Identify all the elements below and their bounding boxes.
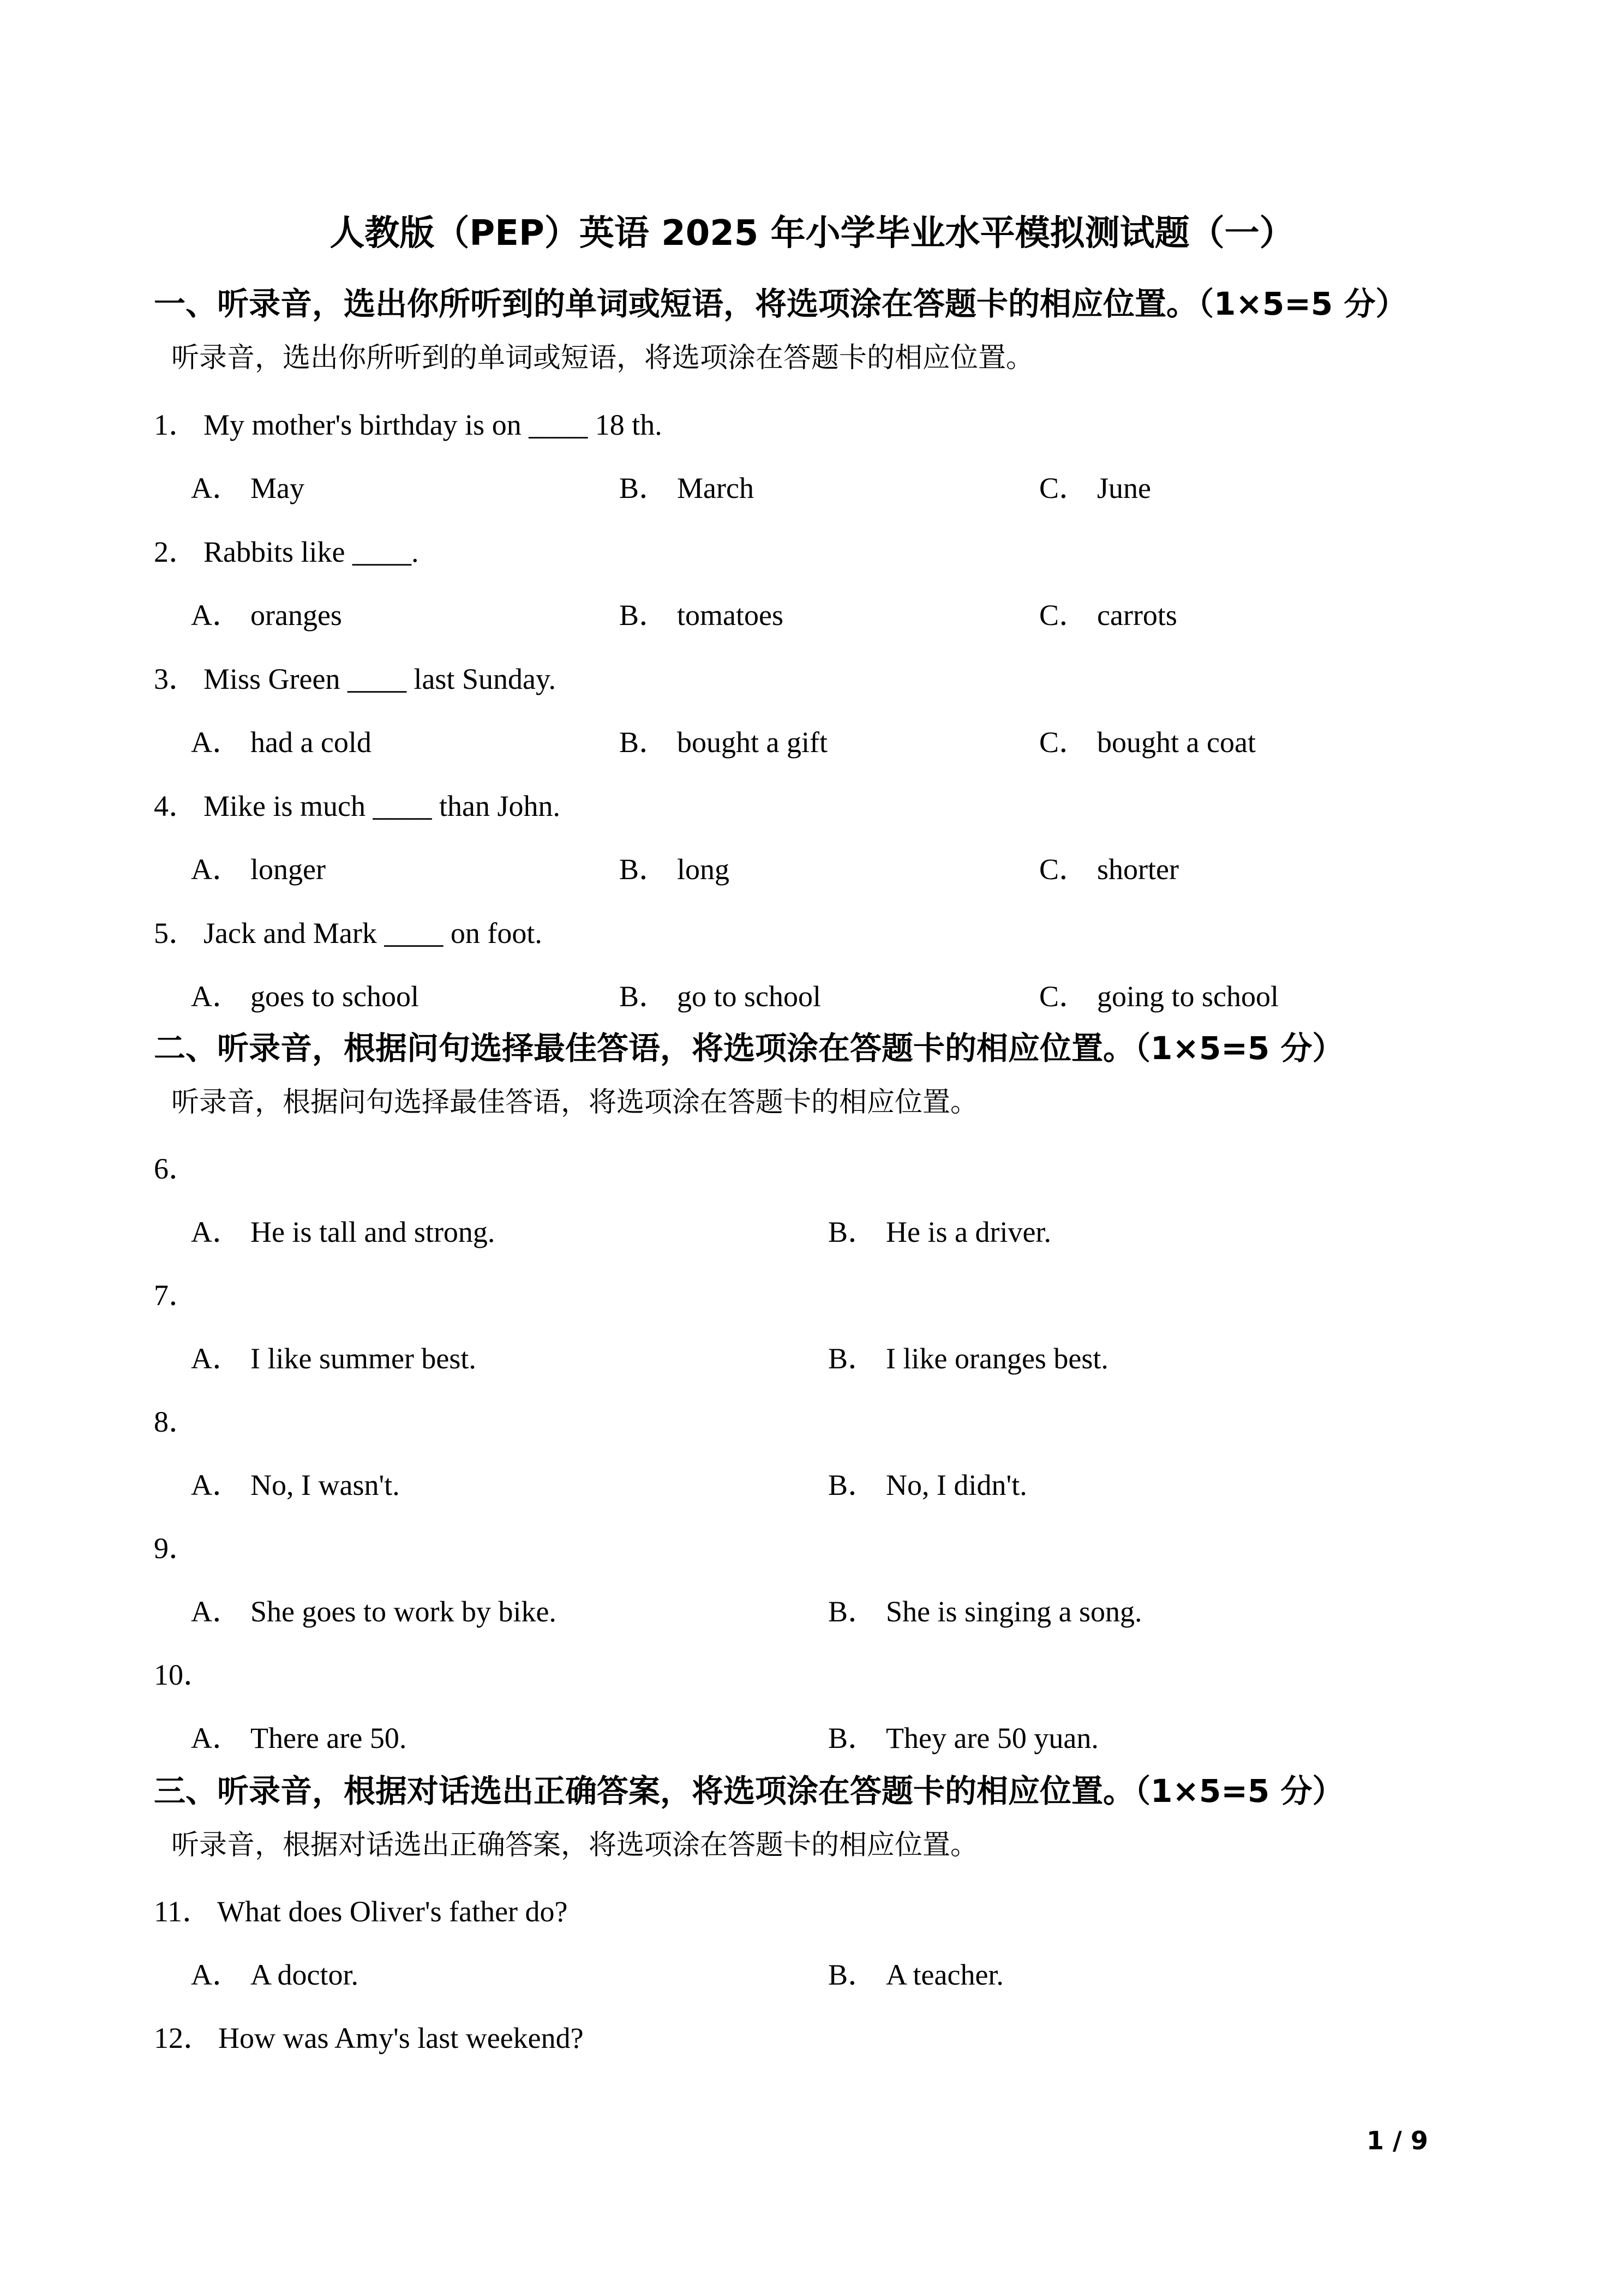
question-3-number: 3． xyxy=(154,663,198,695)
section-3-heading: 三、听录音，根据对话选出正确答案，将选项涂在答题卡的相应位置。（1×5=5 分） xyxy=(154,1772,1344,1810)
option-a-label: A． xyxy=(191,980,242,1013)
question-4 xyxy=(154,789,1518,823)
question-11-number: 11． xyxy=(154,1895,212,1928)
question-7-options xyxy=(0,1342,1624,1380)
question-4-option-a xyxy=(191,852,326,886)
option-b-text: tomatoes xyxy=(677,599,783,632)
option-b-text: They are 50 yuan. xyxy=(886,1722,1099,1754)
page-number-indicator: 1 / 9 xyxy=(1367,2126,1428,2155)
question-7-number: 7． xyxy=(154,1279,198,1312)
question-6-option-b xyxy=(828,1215,1051,1249)
question-3-options xyxy=(0,725,1624,764)
option-b-label: B． xyxy=(619,980,669,1013)
question-3-stem: Miss Green ____ last Sunday. xyxy=(203,663,556,695)
question-2-stem: Rabbits like ____. xyxy=(203,536,419,568)
question-11-options xyxy=(0,1958,1624,1996)
option-a-label: A． xyxy=(191,1958,242,1991)
question-9-options xyxy=(0,1595,1624,1633)
question-5-option-a xyxy=(191,979,419,1013)
question-3 xyxy=(154,662,1518,696)
question-4-number: 4． xyxy=(154,790,198,822)
option-b-label: B． xyxy=(828,1595,878,1628)
option-b-label: B． xyxy=(619,472,669,504)
option-a-text: longer xyxy=(250,853,326,886)
option-a-text: May xyxy=(250,472,304,504)
question-8 xyxy=(154,1405,1518,1439)
question-6 xyxy=(154,1152,1518,1186)
question-10-number: 10． xyxy=(154,1658,213,1691)
question-11-option-b xyxy=(828,1958,1004,1992)
option-a-text: goes to school xyxy=(250,980,419,1013)
option-a-text: A doctor. xyxy=(250,1958,358,1991)
option-a-label: A． xyxy=(191,1595,242,1628)
question-5 xyxy=(154,916,1518,950)
question-9-number: 9． xyxy=(154,1532,198,1565)
option-b-text: go to school xyxy=(677,980,822,1013)
section-2-instruction: 听录音，根据问句选择最佳答语，将选项涂在答题卡的相应位置。 xyxy=(171,1086,979,1119)
section-3-instruction: 听录音，根据对话选出正确答案，将选项涂在答题卡的相应位置。 xyxy=(171,1829,979,1861)
question-11-stem: What does Oliver's father do? xyxy=(217,1895,568,1928)
option-b-label: B． xyxy=(619,853,669,886)
question-4-stem: Mike is much ____ than John. xyxy=(203,790,560,822)
question-7 xyxy=(154,1278,1518,1312)
option-b-text: long xyxy=(677,853,730,886)
question-8-number: 8． xyxy=(154,1405,198,1438)
option-b-label: B． xyxy=(828,1469,878,1501)
option-a-text: She goes to work by bike. xyxy=(250,1595,556,1628)
question-2-option-b xyxy=(619,598,783,632)
section-2-heading: 二、听录音，根据问句选择最佳答语，将选项涂在答题卡的相应位置。（1×5=5 分） xyxy=(154,1030,1344,1067)
question-1-options xyxy=(0,471,1624,509)
option-c-label: C． xyxy=(1039,599,1089,632)
question-1-option-a xyxy=(191,471,304,505)
option-a-text: No, I wasn't. xyxy=(250,1469,400,1501)
question-2-option-a xyxy=(191,598,342,632)
question-6-options xyxy=(0,1215,1624,1253)
option-a-label: A． xyxy=(191,726,242,759)
option-a-text: oranges xyxy=(250,599,342,632)
option-b-text: March xyxy=(677,472,754,504)
question-3-option-a xyxy=(191,725,371,759)
question-7-option-a xyxy=(191,1342,476,1375)
option-a-text: I like summer best. xyxy=(250,1342,476,1375)
section-1-heading: 一、听录音，选出你所听到的单词或短语，将选项涂在答题卡的相应位置。（1×5=5 分） xyxy=(154,285,1407,322)
question-1 xyxy=(154,408,1518,442)
option-c-label: C． xyxy=(1039,853,1089,886)
question-2-number: 2． xyxy=(154,536,198,568)
question-9-option-a xyxy=(191,1595,556,1628)
question-3-option-c xyxy=(1039,725,1256,759)
question-2-options xyxy=(0,598,1624,636)
question-2-option-c xyxy=(1039,598,1177,632)
option-b-label: B． xyxy=(619,726,669,759)
question-8-option-b xyxy=(828,1468,1027,1502)
question-1-option-c xyxy=(1039,471,1151,505)
option-b-label: B． xyxy=(828,1722,878,1754)
option-b-text: A teacher. xyxy=(886,1958,1004,1991)
option-b-text: He is a driver. xyxy=(886,1216,1051,1248)
question-4-option-c xyxy=(1039,852,1179,886)
question-12 xyxy=(154,2021,1518,2055)
option-c-text: going to school xyxy=(1097,980,1279,1013)
question-12-stem: How was Amy's last weekend? xyxy=(218,2022,584,2054)
option-b-label: B． xyxy=(828,1216,878,1248)
option-a-label: A． xyxy=(191,853,242,886)
option-c-label: C． xyxy=(1039,980,1089,1013)
question-5-options xyxy=(0,979,1624,1018)
question-5-option-b xyxy=(619,979,821,1013)
question-2 xyxy=(154,535,1518,569)
page-title: 人教版（PEP）英语 2025 年小学毕业水平模拟测试题（一） xyxy=(329,213,1295,254)
option-c-text: shorter xyxy=(1097,853,1179,886)
question-5-stem: Jack and Mark ____ on foot. xyxy=(203,917,542,949)
option-b-label: B． xyxy=(619,599,669,632)
option-a-text: had a cold xyxy=(250,726,371,759)
option-c-text: bought a coat xyxy=(1097,726,1256,759)
question-11 xyxy=(154,1895,1518,1928)
option-b-text: She is singing a song. xyxy=(886,1595,1142,1628)
question-8-option-a xyxy=(191,1468,400,1502)
option-c-label: C． xyxy=(1039,726,1089,759)
question-9 xyxy=(154,1531,1518,1565)
option-a-label: A． xyxy=(191,1216,242,1248)
question-12-number: 12． xyxy=(154,2022,213,2054)
option-c-text: carrots xyxy=(1097,599,1177,632)
question-3-option-b xyxy=(619,725,828,759)
question-6-number: 6． xyxy=(154,1152,198,1185)
option-b-label: B． xyxy=(828,1342,878,1375)
question-9-option-b xyxy=(828,1595,1142,1628)
option-c-text: June xyxy=(1097,472,1152,504)
question-10-option-b xyxy=(828,1721,1099,1755)
option-a-label: A． xyxy=(191,1342,242,1375)
question-11-option-a xyxy=(191,1958,358,1992)
question-1-number: 1． xyxy=(154,408,198,441)
option-b-label: B． xyxy=(828,1958,878,1991)
option-a-text: There are 50. xyxy=(250,1722,407,1754)
question-1-stem: My mother's birthday is on ____ 18 th. xyxy=(203,408,662,441)
option-c-label: C． xyxy=(1039,472,1089,504)
option-a-label: A． xyxy=(191,472,242,504)
option-b-text: bought a gift xyxy=(677,726,828,759)
question-4-option-b xyxy=(619,852,729,886)
question-7-option-b xyxy=(828,1342,1108,1375)
question-5-option-c xyxy=(1039,979,1279,1013)
question-10-option-a xyxy=(191,1721,406,1755)
section-1-instruction: 听录音，选出你所听到的单词或短语，将选项涂在答题卡的相应位置。 xyxy=(171,342,1034,374)
option-b-text: No, I didn't. xyxy=(886,1469,1027,1501)
question-6-option-a xyxy=(191,1215,495,1249)
option-b-text: I like oranges best. xyxy=(886,1342,1108,1375)
option-a-label: A． xyxy=(191,599,242,632)
question-5-number: 5． xyxy=(154,917,198,949)
question-4-options xyxy=(0,852,1624,891)
option-a-text: He is tall and strong. xyxy=(250,1216,495,1248)
question-1-option-b xyxy=(619,471,754,505)
question-8-options xyxy=(0,1468,1624,1506)
question-10 xyxy=(154,1658,1518,1692)
option-a-label: A． xyxy=(191,1469,242,1501)
question-10-options xyxy=(0,1721,1624,1759)
option-a-label: A． xyxy=(191,1722,242,1754)
